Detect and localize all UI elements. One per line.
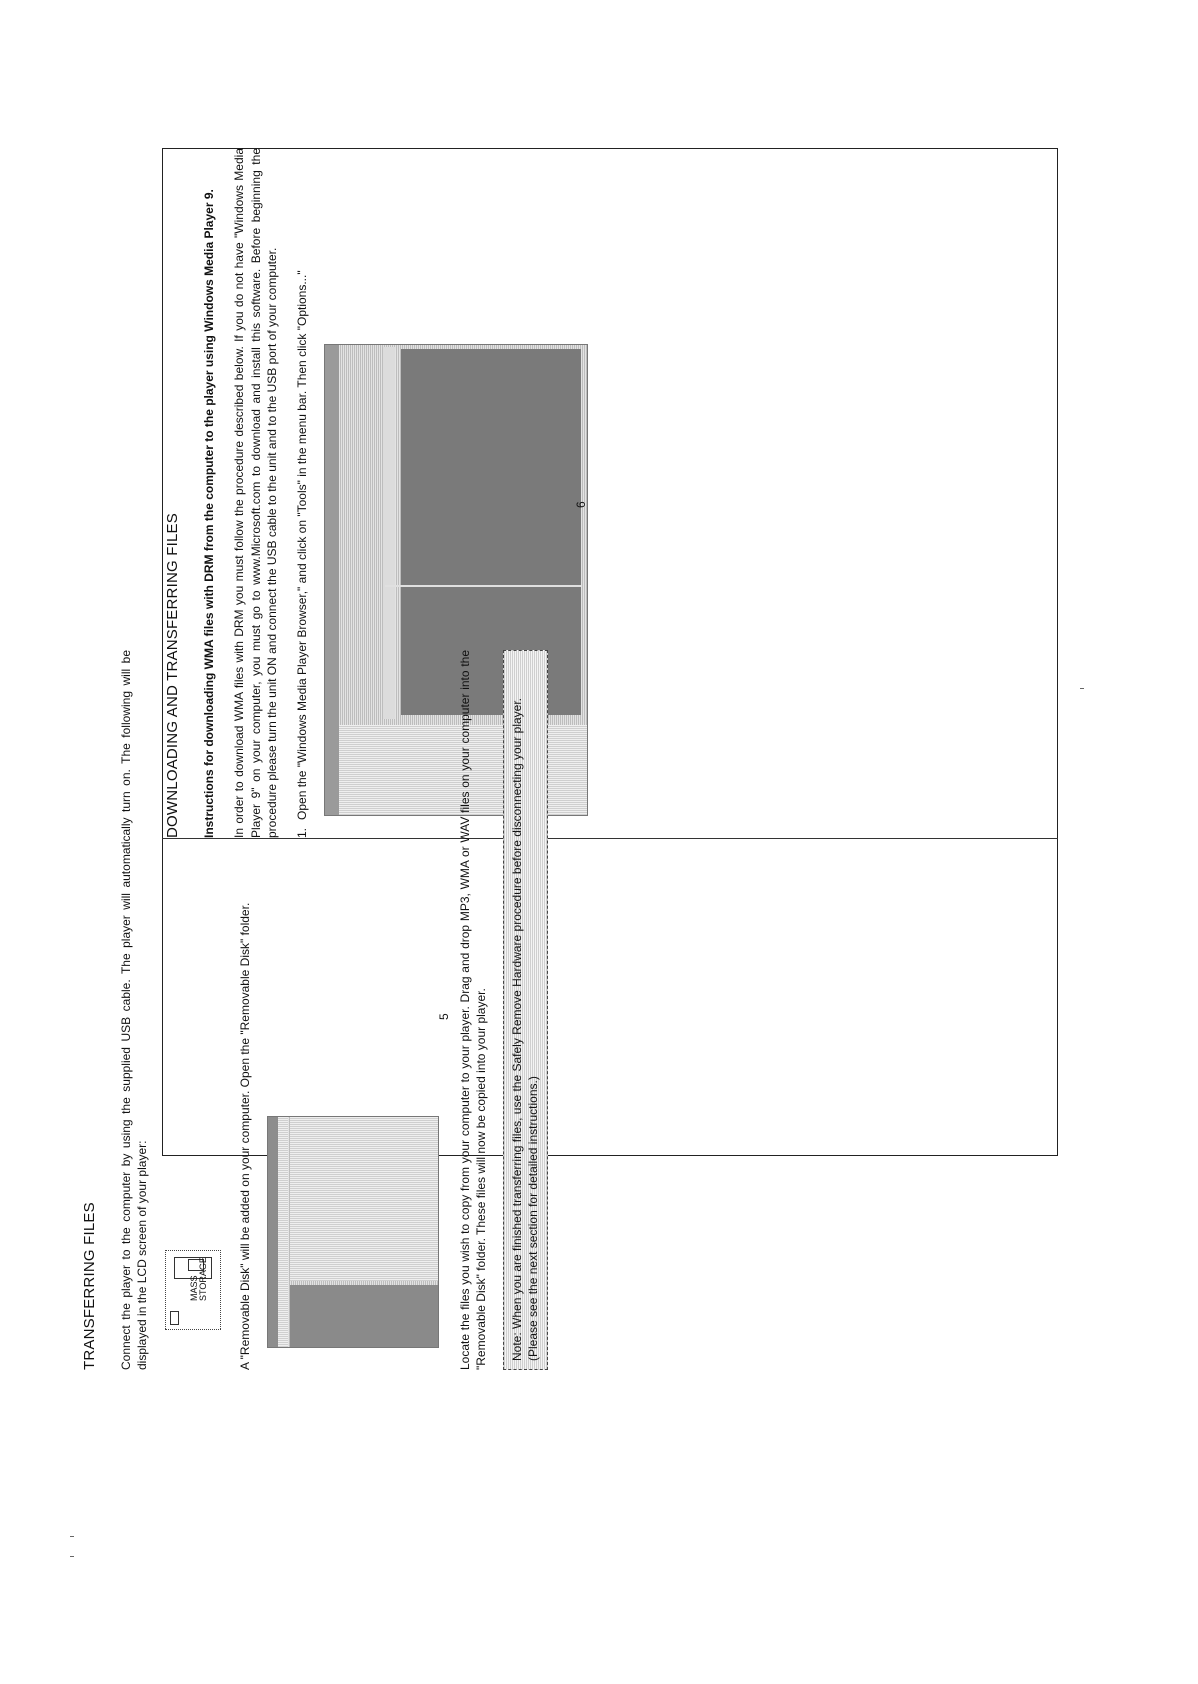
page-5-heading: TRANSFERRING FILES: [81, 1202, 98, 1370]
page-6-number: 6: [574, 501, 588, 508]
page-6-intro: Instructions for downloading WMA files with DRM from the computer to the player using Windows Media Player 9.: [202, 189, 217, 838]
battery-icon: [170, 1311, 179, 1325]
explorer-left-pane: [290, 1285, 438, 1347]
page-5-number: 5: [437, 1013, 451, 1020]
page-5: [80, 650, 540, 1370]
explorer-toolbar: [278, 1117, 288, 1347]
page-5-para-3: Locate the files you wish to copy from your computer to your player. Drag and drop MP3, WMA or WAV files on your computer into the "Removable Disk" folder. These files will now be copied into your player.: [457, 650, 488, 1370]
lcd-label-line-2: STORAGE: [197, 1257, 208, 1301]
page-6-heading: DOWNLOADING AND TRANSFERRING FILES: [164, 513, 181, 838]
explorer-right-pane: [290, 1117, 438, 1281]
scan-speck: [70, 1536, 74, 1537]
removable-disk-screenshot: [267, 1116, 439, 1348]
scan-speck: [70, 1556, 74, 1557]
step-1-number: 1.: [295, 827, 309, 838]
step-1-text: Open the "Windows Media Player Browser," and click on "Tools" in the menu bar. Then click "Options...": [295, 270, 309, 820]
page-5-para-1: Connect the player to the computer by using the supplied USB cable. The player will automatically turn on. The following will be displayed in the LCD screen of your player:: [119, 650, 150, 1370]
lcd-label: [190, 1257, 208, 1301]
explorer-title-bar: [268, 1117, 278, 1347]
lcd-display: [165, 1250, 221, 1330]
page-5-para-2: A "Removable Disk" will be added on your computer. Open the "Removable Disk" folder.: [237, 902, 252, 1370]
wmp-splitter: [385, 585, 581, 587]
scan-speck: [1080, 688, 1084, 689]
page-6-body: In order to download WMA files with DRM you must follow the procedure described below. If you do not have "Windows Media Player 9" on your computer, you must go to www.Microsoft.com to download and install this software. Before beginning the procedure please turn the unit ON and connect the USB cable to the unit and to the USB port of your computer.: [232, 148, 279, 838]
note-box: Note: When you are finished transferring files, use the Safely Remove Hardware procedure before disconnecting your player. (Please see the next section for detailed instructions.): [503, 650, 548, 1370]
lcd-label-line-1: MASS: [188, 1275, 199, 1301]
